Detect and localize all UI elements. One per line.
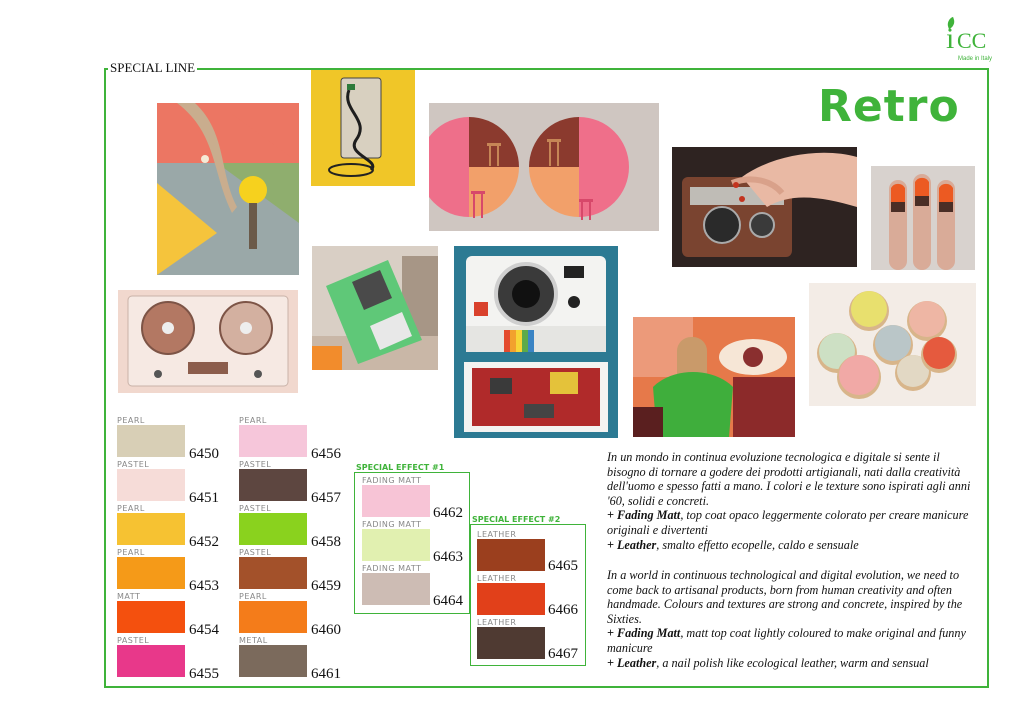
swatch-finish-label: FADING MATT <box>362 520 422 529</box>
swatch-code: 6462 <box>433 505 463 521</box>
swatch-finish-label: PASTEL <box>117 460 150 469</box>
swatch <box>362 529 430 561</box>
swatch <box>117 425 185 457</box>
swatch-code: 6450 <box>189 446 219 462</box>
swatch-code: 6463 <box>433 549 463 565</box>
swatch-finish-label: PASTEL <box>239 504 272 513</box>
section-title: SPECIAL LINE <box>110 60 196 75</box>
swatch-code: 6456 <box>311 446 341 462</box>
swatch-finish-label: FADING MATT <box>362 476 422 485</box>
balloon-sculpture-illustration <box>157 103 299 275</box>
swatch-finish-label: PEARL <box>239 592 267 601</box>
photo-instant-camera <box>454 246 618 438</box>
headline: Retro <box>818 81 960 132</box>
swatch-code: 6451 <box>189 490 219 506</box>
photo-floppy-disk <box>312 246 438 370</box>
swatch-finish-label: PEARL <box>117 504 145 513</box>
english-leather-text: , a nail polish like ecological leather, warm and sensual <box>656 655 929 670</box>
swatch <box>477 627 545 659</box>
swatch <box>117 645 185 677</box>
floppy-illustration <box>312 246 438 370</box>
swatch <box>477 583 545 615</box>
swatch-finish-label: PASTEL <box>117 636 150 645</box>
nail-art-illustration <box>871 166 975 270</box>
photo-stools-circles <box>429 103 659 231</box>
cassette-illustration <box>311 70 415 186</box>
swatch <box>239 469 307 501</box>
swatch-finish-label: FADING MATT <box>362 564 422 573</box>
swatch <box>117 513 185 545</box>
photo-round-knobs <box>809 283 976 406</box>
italian-fading-matt-text: , top coat opaco leggermente colorato per creare manicure originali e divertenti <box>607 508 969 537</box>
photo-nail-art <box>871 166 975 270</box>
swatch <box>117 557 185 589</box>
photo-cassette-tape <box>311 70 415 186</box>
swatch-code: 6461 <box>311 666 341 682</box>
swatch-code: 6466 <box>548 602 578 618</box>
reel-to-reel-illustration <box>118 290 298 393</box>
swatch-code: 6464 <box>433 593 463 609</box>
logo-tagline: Made in Italy <box>958 56 993 62</box>
swatch <box>239 425 307 457</box>
swatch-finish-label: PEARL <box>117 548 145 557</box>
swatch-finish-label: PASTEL <box>239 460 272 469</box>
description-italian <box>607 450 977 552</box>
swatch-code: 6467 <box>548 646 578 662</box>
english-paragraph: In a world in continuous technological and digital evolution, we need to come back to artisanal products, born from human creativity and often handmade. Colours and textures are strong and concrete, inspired by the Sixties. <box>607 568 963 626</box>
swatch <box>362 485 430 517</box>
brand-logo <box>944 18 1000 68</box>
swatch-finish-label: PEARL <box>239 416 267 425</box>
swatch-finish-label: LEATHER <box>477 530 517 539</box>
italian-leather-title: + Leather <box>607 537 657 552</box>
swatch-finish-label: METAL <box>239 636 268 645</box>
italian-paragraph: In un mondo in continua evoluzione tecnologica e digitale si sente il bisogno di tornare a godere dei prodotti artigianali, nati dalla creatività dell'uomo e spesso fatti a mano. I colori e le texture sono ispirati agli anni '60, solidi e concreti. <box>607 450 971 508</box>
photo-balloon-sculpture <box>157 103 299 275</box>
swatch-code: 6460 <box>311 622 341 638</box>
swatch <box>117 601 185 633</box>
logo-letters: CC <box>957 28 987 53</box>
swatch-code: 6454 <box>189 622 219 638</box>
swatch <box>239 513 307 545</box>
logo-letter-i: i <box>946 22 955 55</box>
swatch <box>362 573 430 605</box>
swatch <box>239 601 307 633</box>
english-fading-matt-text: , matt top coat lightly coloured to make original and funny manicure <box>607 626 966 655</box>
swatch-code: 6458 <box>311 534 341 550</box>
description-english <box>607 568 977 670</box>
swatch-code: 6453 <box>189 578 219 594</box>
photo-vintage-camera-hand <box>672 147 857 267</box>
stools-illustration <box>429 103 659 231</box>
swatch-code: 6459 <box>311 578 341 594</box>
swatch <box>117 469 185 501</box>
special-effect-2-title: SPECIAL EFFECT #2 <box>472 515 561 524</box>
photo-reel-to-reel <box>118 290 298 393</box>
swatch <box>239 645 307 677</box>
english-fading-matt-title: + Fading Matt <box>607 626 681 641</box>
swatch-finish-label: PEARL <box>117 416 145 425</box>
swatch-finish-label: PASTEL <box>239 548 272 557</box>
swatch-code: 6452 <box>189 534 219 550</box>
camera-hand-illustration <box>672 147 857 267</box>
swatch-finish-label: LEATHER <box>477 574 517 583</box>
photo-retro-art <box>633 317 795 437</box>
english-leather-title: + Leather <box>607 655 657 670</box>
swatch-code: 6455 <box>189 666 219 682</box>
retro-art-illustration <box>633 317 795 437</box>
swatch-finish-label: MATT <box>117 592 141 601</box>
instant-camera-illustration <box>454 246 618 438</box>
knobs-illustration <box>809 283 976 406</box>
swatch-code: 6465 <box>548 558 578 574</box>
italian-leather-text: , smalto effetto ecopelle, caldo e sensuale <box>656 537 859 552</box>
swatch-code: 6457 <box>311 490 341 506</box>
italian-fading-matt-title: + Fading Matt <box>607 508 681 523</box>
special-effect-1-title: SPECIAL EFFECT #1 <box>356 463 445 472</box>
swatch <box>477 539 545 571</box>
swatch <box>239 557 307 589</box>
swatch-finish-label: LEATHER <box>477 618 517 627</box>
